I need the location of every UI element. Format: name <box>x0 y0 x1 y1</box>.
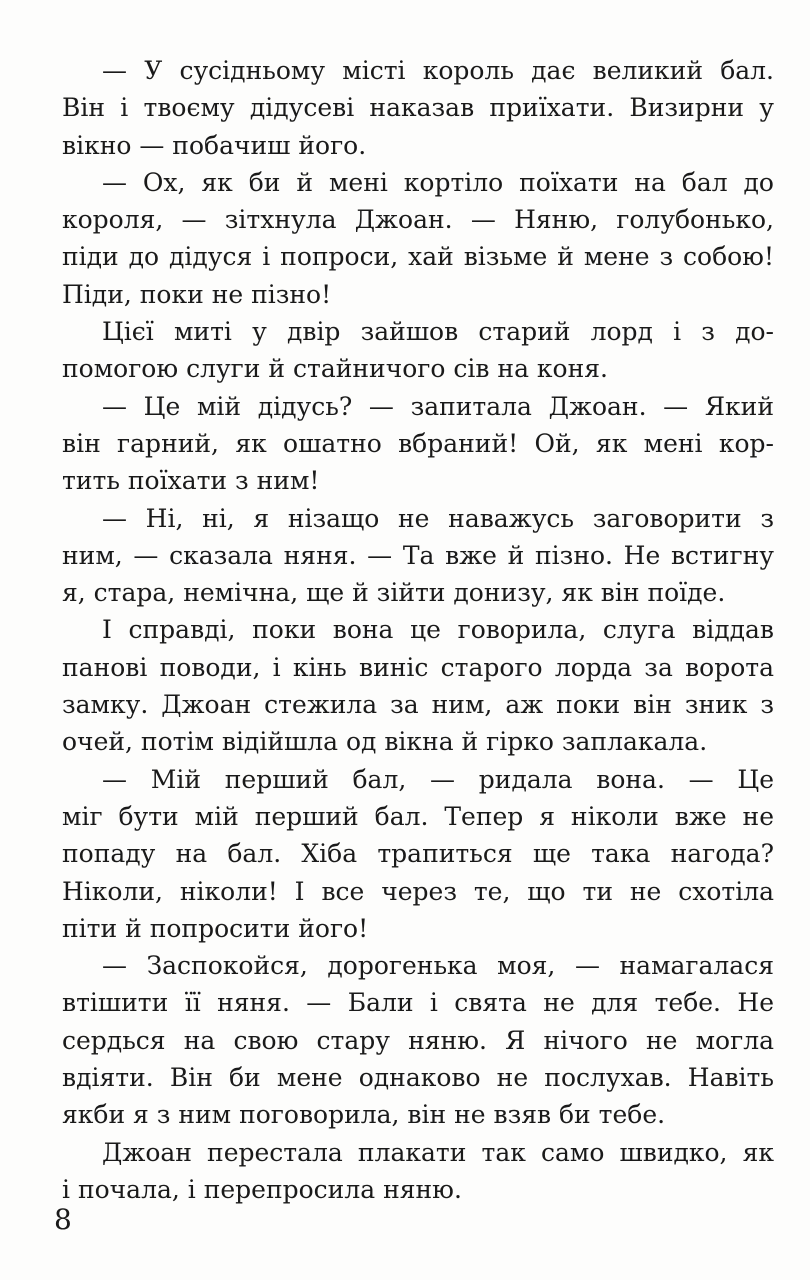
paragraph <box>62 313 774 388</box>
text-line: — Мій перший бал, — ридала вона. — Це <box>102 764 774 794</box>
text-line: втішити її няня. — Бали і свята не для тебе. Не <box>62 988 774 1018</box>
text-line: Ніколи, ніколи! І все через те, що ти не схотіла <box>62 876 774 906</box>
text-line: він гарний, як ошатно вбраний! Ой, як мені кор- <box>62 428 774 458</box>
text-line: І справді, поки вона це говорила, слуга віддав <box>102 615 774 645</box>
paragraph <box>62 947 774 1133</box>
paragraph <box>62 52 774 164</box>
text-line: — Заспокойся, дорогенька моя, — намагалася <box>102 951 774 981</box>
text-line: вдіяти. Він би мене однаково не послухав. Навіть <box>62 1063 774 1093</box>
paragraph <box>62 164 774 313</box>
paragraph <box>62 761 774 947</box>
text-line: попаду на бал. Хіба трапиться ще така нагода? <box>62 839 774 869</box>
paragraph <box>62 388 774 500</box>
text-line: піди до дідуся і попроси, хай візьме й мене з собою! <box>62 242 774 272</box>
text-line: — Це мій дідусь? — запитала Джоан. — Який <box>102 391 774 421</box>
text-line: я, стара, немічна, ще й зійти донизу, як він поїде. <box>62 578 726 608</box>
text-line: Піди, поки не пізно! <box>62 279 332 309</box>
text-line: піти й попросити його! <box>62 913 369 943</box>
text-line: і почала, і перепросила няню. <box>62 1174 462 1204</box>
paragraph <box>62 500 774 612</box>
text-line: вікно — побачиш його. <box>62 130 367 160</box>
text-line: — Ох, як би й мені кортіло поїхати на бал до <box>102 167 774 197</box>
text-line: помогою слуги й стайничого сів на коня. <box>62 354 608 384</box>
text-line: міг бути мій перший бал. Тепер я ніколи вже не <box>62 801 774 831</box>
text-line: сердься на свою стару няню. Я нічого не могла <box>62 1025 774 1055</box>
text-line: короля, — зітхнула Джоан. — Няню, голубонько, <box>62 205 774 235</box>
text-line: тить поїхати з ним! <box>62 466 320 496</box>
text-line: — Ні, ні, я нізащо не наважусь заговорити з <box>102 503 774 533</box>
text-line: якби я з ним поговорила, він не взяв би тебе. <box>62 1100 666 1130</box>
page-number: 8 <box>54 1203 72 1236</box>
text-line: панові поводи, і кінь виніс старого лорда за ворота <box>62 652 774 682</box>
text-line: ним, — сказала няня. — Та вже й пізно. Не встигну <box>62 540 774 570</box>
text-line: очей, потім відійшла од вікна й гірко заплакала. <box>62 727 708 757</box>
text-line: — У сусідньому місті король дає великий бал. <box>102 56 774 85</box>
paragraph <box>62 611 774 760</box>
text-line: Цієї миті у двір зайшов старий лорд і з до- <box>102 317 774 347</box>
text-line: Він і твоєму дідусеві наказав приїхати. Визирни у <box>62 93 774 123</box>
body-text <box>62 52 774 1208</box>
text-line: Джоан перестала плакати так само швидко, як <box>102 1137 774 1167</box>
text-line: замку. Джоан стежила за ним, аж поки він зник з <box>62 690 774 720</box>
paragraph <box>62 1134 774 1209</box>
